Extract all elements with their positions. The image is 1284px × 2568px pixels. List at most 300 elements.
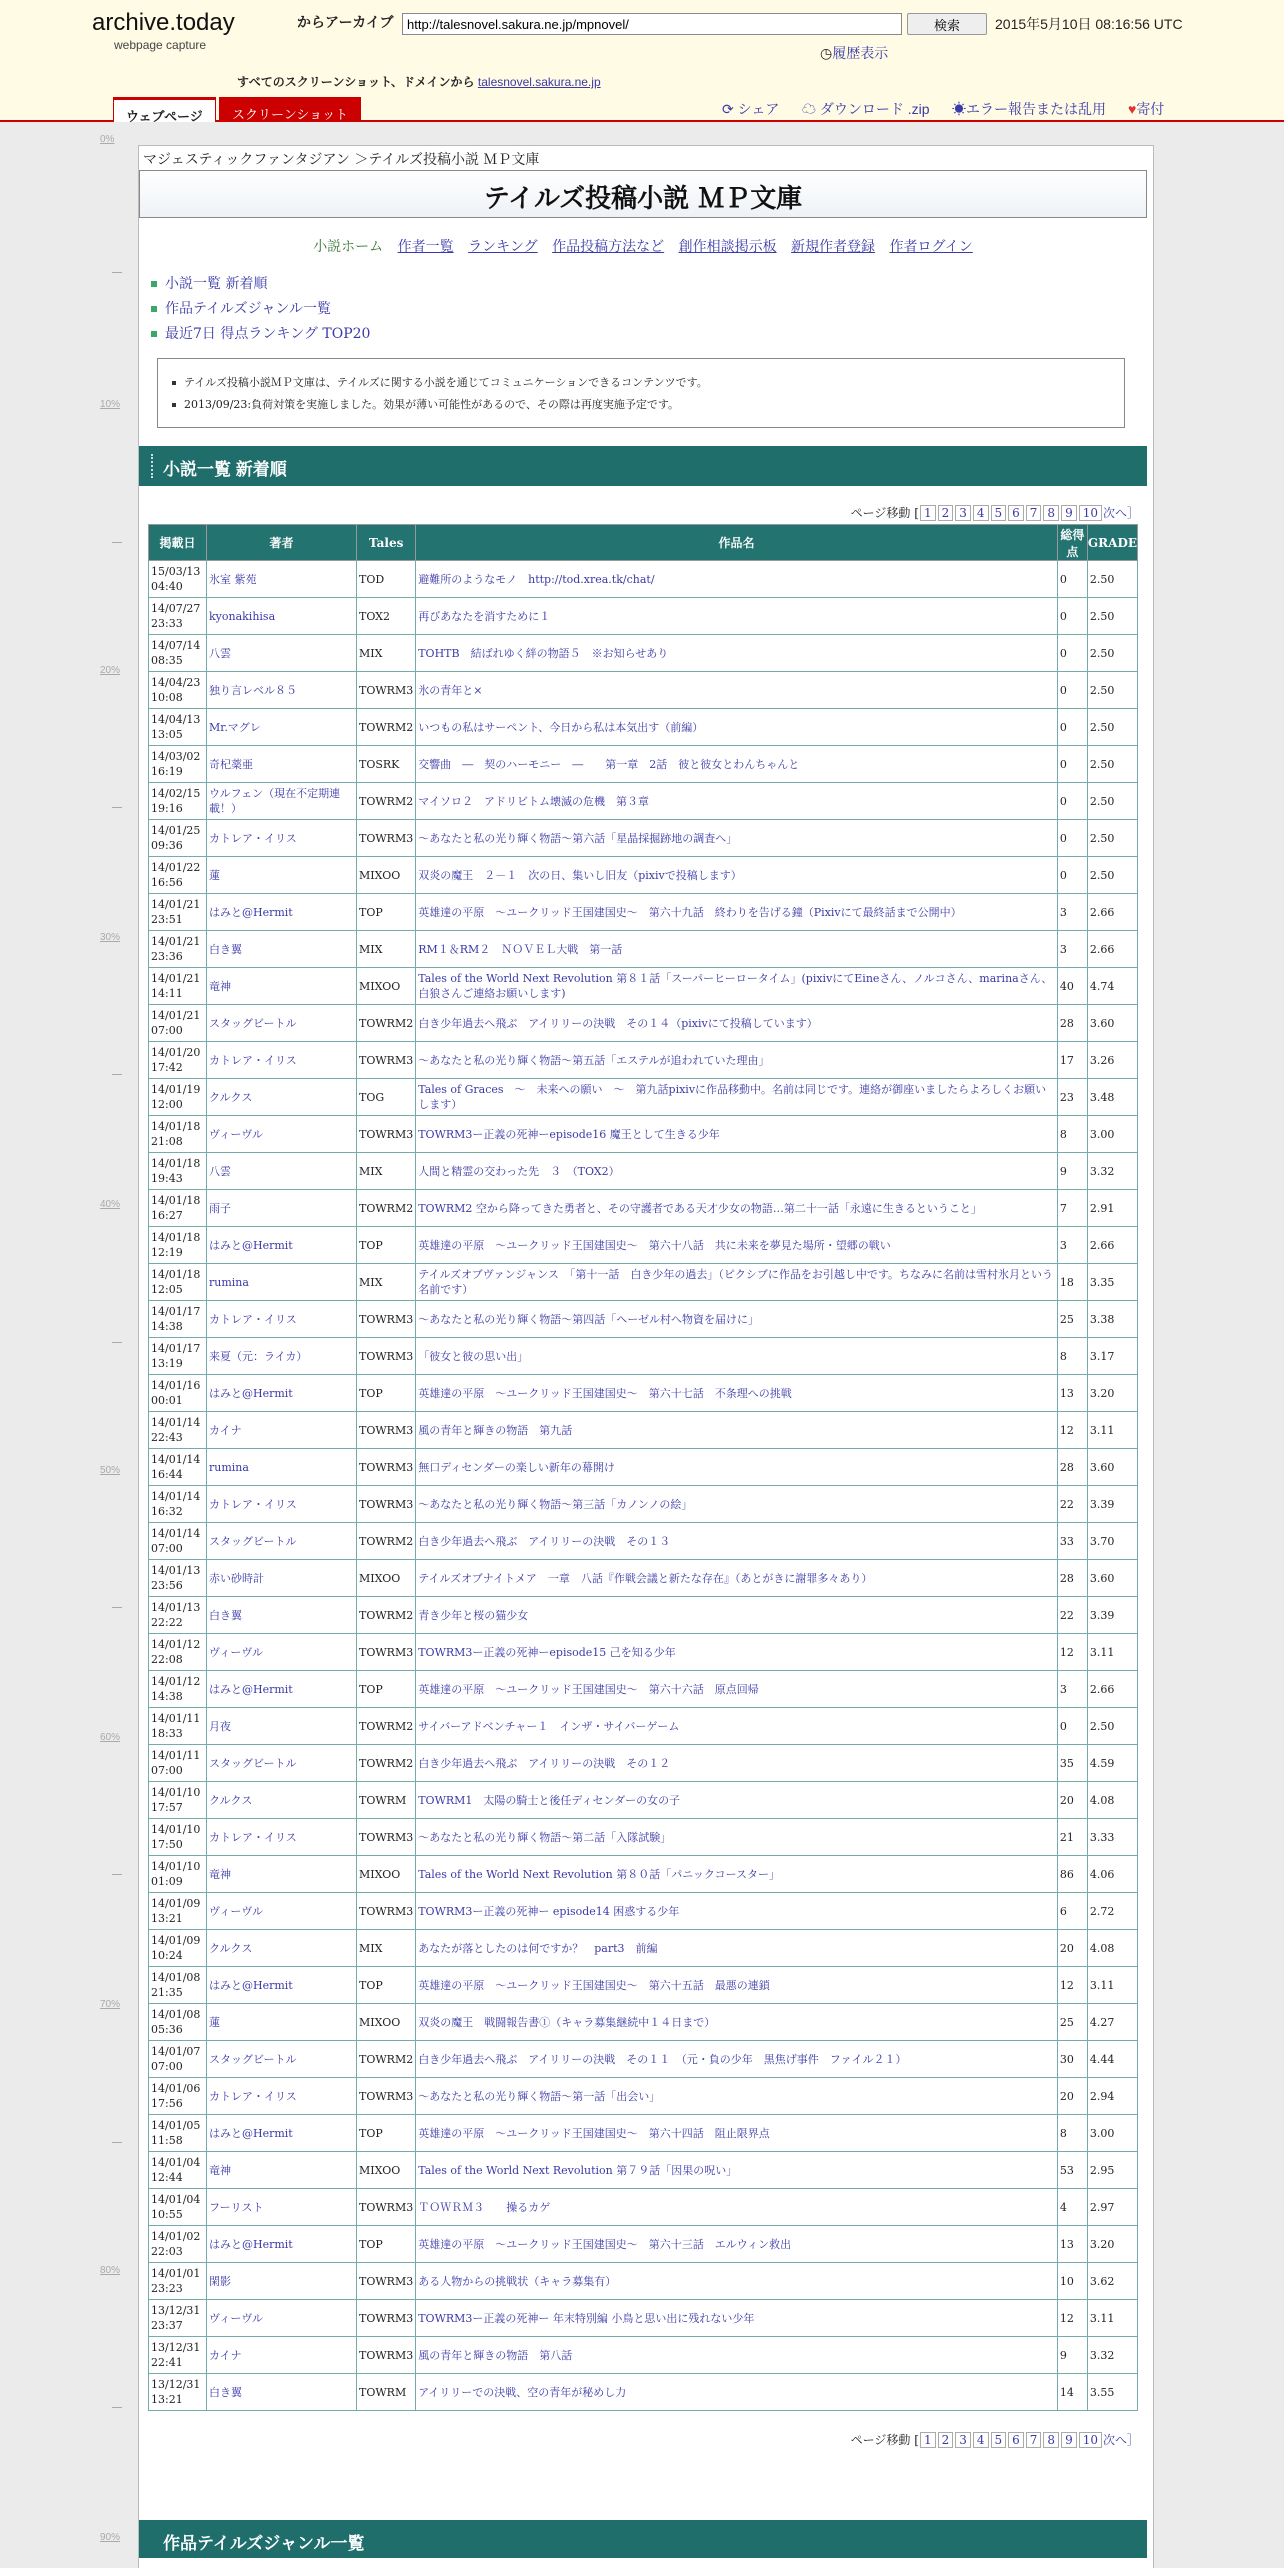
cell-date: 14/01/10 01:09: [149, 1856, 207, 1893]
cell-date: 13/12/31 22:41: [149, 2337, 207, 2374]
author-link[interactable]: rumina: [209, 1275, 249, 1289]
cell-date: 14/02/15 19:16: [149, 783, 207, 820]
table-row: [149, 968, 1138, 1005]
url-input[interactable]: [402, 13, 902, 35]
cell-date: 14/01/21 23:51: [149, 894, 207, 931]
cell-grade: 3.39: [1087, 1486, 1137, 1523]
cell-score: 8: [1057, 1116, 1087, 1153]
ruler-mark[interactable]: 50%: [100, 1465, 121, 1476]
cell-title: [416, 1634, 1058, 1671]
cell-score: 3: [1057, 894, 1087, 931]
cell-date: 14/01/05 11:58: [149, 2115, 207, 2152]
cell-tales: TOWRM3: [357, 1116, 416, 1153]
table-row: [149, 1819, 1138, 1856]
table-row: [149, 561, 1138, 598]
novel-link[interactable]: 風の青年と輝きの物語 第八話: [418, 2348, 573, 2362]
novel-link[interactable]: ～あなたと私の光り輝く物語～第五話「エステルが追われていた理由」: [418, 1053, 770, 1067]
novel-link[interactable]: 白き少年過去へ飛ぶ アイリリーの決戦 その１１ （元・負の少年 黒焦げ事件 ファイル２１）: [418, 2052, 907, 2066]
ruler-mark[interactable]: 40%: [100, 1199, 121, 1210]
cell-title: [416, 746, 1058, 783]
cell-date: 14/01/25 09:36: [149, 820, 207, 857]
page-link[interactable]: 3: [955, 505, 971, 521]
ruler-mark[interactable]: 90%: [100, 2532, 121, 2543]
cell-grade: 2.50: [1087, 561, 1137, 598]
breadcrumb[interactable]: マジェスティックファンタジアン ＞テイルズ投稿小説 ＭＰ文庫: [143, 152, 540, 168]
tab-screenshot[interactable]: スクリーンショット: [219, 97, 361, 122]
cell-author: [207, 1560, 357, 1597]
author-link[interactable]: 蓮: [209, 2015, 220, 2029]
page-link[interactable]: 9: [1061, 505, 1077, 521]
table-row: [149, 1153, 1138, 1190]
capture-timestamp: 2015年5月10日 08:16:56 UTC: [995, 16, 1183, 32]
cell-grade: 4.44: [1087, 2041, 1137, 2078]
novel-link[interactable]: 英雄達の平原 ～ユークリッド王国建国史～ 第六十六話 原点回帰: [418, 1682, 759, 1696]
cell-title: [416, 709, 1058, 746]
cell-grade: 3.00: [1087, 1116, 1137, 1153]
cell-tales: TOWRM3: [357, 1893, 416, 1930]
cell-author: [207, 1819, 357, 1856]
author-link[interactable]: 奇杞薬亜: [209, 757, 253, 771]
ruler-mark[interactable]: 20%: [100, 665, 121, 676]
page-link[interactable]: 1: [920, 2432, 936, 2448]
nav-login[interactable]: 作者ログイン: [889, 239, 973, 255]
novel-link[interactable]: 白き少年過去へ飛ぶ アイリリーの決戦 その１４（pixivにて投稿しています）: [418, 1016, 818, 1030]
author-link[interactable]: カトレア・イリス: [209, 1497, 297, 1511]
cell-grade: 3.60: [1087, 1560, 1137, 1597]
novel-link[interactable]: 双炎の魔王 戦闘報告書①（キャラ募集継続中１４日まで）: [418, 2015, 716, 2029]
cell-date: 14/01/14 16:44: [149, 1449, 207, 1486]
ruler-tick: [112, 542, 122, 543]
table-row: [149, 2189, 1138, 2226]
cell-grade: 2.91: [1087, 1190, 1137, 1227]
cell-score: 21: [1057, 1819, 1087, 1856]
cell-grade: 3.48: [1087, 1079, 1137, 1116]
cell-score: 8: [1057, 2115, 1087, 2152]
cell-grade: 3.20: [1087, 2226, 1137, 2263]
author-link[interactable]: 雨子: [209, 1201, 231, 1215]
cell-author: [207, 1782, 357, 1819]
novel-link[interactable]: マイソロ２ アドリビトム壊滅の危機 第３章: [418, 794, 649, 808]
cell-author: [207, 1597, 357, 1634]
novel-link[interactable]: 英雄達の平原 ～ユークリッド王国建国史～ 第六十八話 共に未来を夢見た場所・望郷の戦い: [418, 1238, 891, 1252]
novel-link[interactable]: ～あなたと私の光り輝く物語～第四話「ヘーゼル村へ物資を届けに」: [418, 1312, 759, 1326]
novel-link[interactable]: 双炎の魔王 ２－１ 次の日、集いし旧友（pixivで投稿します）: [418, 868, 742, 882]
author-link[interactable]: はみと@Hermit: [209, 905, 293, 919]
logo-subtitle: webpage capture: [114, 38, 207, 52]
table-row: [149, 2300, 1138, 2337]
cell-author: [207, 1930, 357, 1967]
author-link[interactable]: ウルフェン（現在不定期連載！）: [209, 787, 341, 815]
author-link[interactable]: カトレア・イリス: [209, 1830, 297, 1844]
link-ranking-top20[interactable]: 最近7日 得点ランキング TOP20: [165, 326, 371, 342]
donate-link[interactable]: [1128, 99, 1164, 119]
novel-link[interactable]: 無口ディセンダーの楽しい新年の幕開け: [418, 1460, 615, 1474]
search-button[interactable]: 検索: [907, 13, 987, 35]
author-link[interactable]: ヴィーヴル: [209, 2311, 264, 2325]
cell-score: 22: [1057, 1486, 1087, 1523]
table-row: [149, 894, 1138, 931]
cell-author: [207, 2337, 357, 2374]
cell-tales: TOWRM2: [357, 783, 416, 820]
cell-title: [416, 1005, 1058, 1042]
cell-title: [416, 1190, 1058, 1227]
cell-tales: TOWRM3: [357, 2078, 416, 2115]
cell-date: 14/01/04 12:44: [149, 2152, 207, 2189]
cell-author: [207, 1079, 357, 1116]
table-row: [149, 1301, 1138, 1338]
page-link[interactable]: 6: [1008, 505, 1024, 521]
cell-date: 14/01/18 19:43: [149, 1153, 207, 1190]
page-link[interactable]: 1: [920, 505, 936, 521]
cell-author: [207, 1301, 357, 1338]
history-link[interactable]: [820, 43, 888, 63]
cell-grade: 4.08: [1087, 1930, 1137, 1967]
novel-link[interactable]: テイルズオブナイトメア 一章 八話『作戦会議と新たな存在』（あとがきに謝罪多々あり）: [418, 1571, 873, 1585]
novel-link[interactable]: Tales of Graces ～ 未来への願い ～ 第九話pixivに作品移動中。名前は同じです。連絡が御座いましたらよろしくお願いします）: [418, 1083, 1047, 1111]
cell-author: [207, 931, 357, 968]
cell-grade: 2.50: [1087, 783, 1137, 820]
page-link[interactable]: 10: [1079, 505, 1102, 521]
archive-header: [0, 0, 1284, 122]
author-link[interactable]: 八雲: [209, 646, 231, 660]
novel-link[interactable]: ～あなたと私の光り輝く物語～第三話「カノンノの絵」: [418, 1497, 693, 1511]
author-link[interactable]: 白き翼: [209, 2385, 242, 2399]
novel-link[interactable]: ～あなたと私の光り輝く物語～第一話「出会い」: [418, 2089, 661, 2103]
author-link[interactable]: クルクス: [209, 1090, 253, 1104]
novel-link[interactable]: 避難所のようなモノ http://tod.xrea.tk/chat/: [418, 572, 655, 586]
novel-link[interactable]: 英雄達の平原 ～ユークリッド王国建国史～ 第六十三話 エルウィン救出: [418, 2237, 792, 2251]
cell-grade: 2.72: [1087, 1893, 1137, 1930]
novel-link[interactable]: 再びあなたを消すために１: [418, 609, 551, 623]
page-link[interactable]: 4: [973, 505, 989, 521]
novel-link[interactable]: TOWRM2 空から降ってきた勇者と、その守護者である天才少女の物語…第二十一話「永遠に生きるということ」: [418, 1201, 982, 1215]
cell-author: [207, 820, 357, 857]
info-text: テイルズ投稿小説ＭＰ文庫は、テイルズに関する小説を通じてコミュニケーションできるコンテンツです。: [184, 376, 708, 389]
all-screenshots-line: [237, 73, 601, 90]
author-link[interactable]: カトレア・イリス: [209, 1312, 297, 1326]
novel-link[interactable]: 人間と精霊の交わった先 ３ （TOX2）: [418, 1164, 620, 1178]
novel-link[interactable]: ＴＯＷＲＭ３ 操るカゲ: [418, 2200, 551, 2214]
cell-title: [416, 2374, 1058, 2411]
cell-score: 14: [1057, 2374, 1087, 2411]
page-link[interactable]: 3: [955, 2432, 971, 2448]
cell-author: [207, 2374, 357, 2411]
nav-ranking[interactable]: ランキング: [468, 239, 538, 255]
novel-link[interactable]: 白き少年過去へ飛ぶ アイリリーの決戦 その１３: [418, 1534, 671, 1548]
ruler-mark[interactable]: 80%: [100, 2265, 121, 2276]
pager-next[interactable]: 次へ］: [1102, 506, 1139, 520]
page-link[interactable]: 5: [991, 2432, 1007, 2448]
cell-score: 22: [1057, 1597, 1087, 1634]
cell-author: [207, 894, 357, 931]
novel-link[interactable]: 英雄達の平原 ～ユークリッド王国建国史～ 第六十五話 最悪の連鎖: [418, 1978, 770, 1992]
novel-link[interactable]: TOWRM3ー正義の死神ー episode14 困惑する少年: [418, 1904, 680, 1918]
novel-link[interactable]: Tales of the World Next Revolution 第８１話「スーパーヒーロータイム」(pixivにてEineさん、ノルコさん、marinaさん、白狼さんご連絡お願いします): [418, 972, 1053, 1000]
page-link[interactable]: 7: [1026, 505, 1042, 521]
page-link[interactable]: 5: [991, 505, 1007, 521]
share-link[interactable]: [722, 99, 779, 119]
novel-link[interactable]: Tales of the World Next Revolution 第８０話「パニックコースター」: [418, 1867, 781, 1881]
author-link[interactable]: ヴィーヴル: [209, 1904, 264, 1918]
author-link[interactable]: 赤い砂時計: [209, 1571, 264, 1585]
author-link[interactable]: 八雲: [209, 1164, 231, 1178]
ruler-mark[interactable]: 0%: [100, 134, 115, 145]
page-link[interactable]: 2: [938, 2432, 954, 2448]
tab-webpage[interactable]: ウェブページ: [113, 97, 216, 122]
author-link[interactable]: クルクス: [209, 1941, 253, 1955]
cell-date: 14/01/18 12:05: [149, 1264, 207, 1301]
cell-tales: MIXOO: [357, 968, 416, 1005]
table-row: [149, 2004, 1138, 2041]
author-link[interactable]: 白き翼: [209, 1608, 242, 1622]
author-link[interactable]: はみと@Hermit: [209, 1978, 293, 1992]
ruler-tick: [112, 1874, 122, 1875]
cell-title: [416, 2226, 1058, 2263]
ruler-mark[interactable]: 60%: [100, 1732, 121, 1743]
novel-link[interactable]: 英雄達の平原 ～ユークリッド王国建国史～ 第六十九話 終わりを告げる鐘（Pixivにて最終話まで公開中）: [418, 905, 962, 919]
cell-author: [207, 746, 357, 783]
ruler-mark[interactable]: 10%: [100, 399, 121, 410]
col-date: 掲載日: [149, 525, 207, 561]
link-genre-list[interactable]: 作品テイルズジャンル一覧: [165, 301, 331, 317]
novel-link[interactable]: 英雄達の平原 ～ユークリッド王国建国史～ 第六十四話 阻止限界点: [418, 2126, 770, 2140]
author-link[interactable]: クルクス: [209, 1793, 253, 1807]
author-link[interactable]: 蓮: [209, 868, 220, 882]
novel-link[interactable]: テイルズオブヴァンジャンス 「第十一話 白き少年の過去」（ピクシブに作品をお引越し中です。ちなみに名前は雪村氷月という名前です）: [418, 1268, 1053, 1296]
cell-title: [416, 1042, 1058, 1079]
info-box: [157, 358, 1125, 428]
cell-score: 0: [1057, 746, 1087, 783]
cell-grade: 2.50: [1087, 1708, 1137, 1745]
novel-link[interactable]: いつもの私はサーペント、今日から私は本気出す（前編）: [418, 720, 704, 734]
link-new-novels[interactable]: 小説一覧 新着順: [165, 276, 268, 292]
novel-link[interactable]: TOWRM3ー正義の死神ーepisode16 魔王として生きる少年: [418, 1127, 720, 1141]
table-row: [149, 1116, 1138, 1153]
sun-icon: ☀: [952, 101, 966, 117]
novel-link[interactable]: TOHTB 結ばれゆく絆の物語５ ※お知らせあり: [418, 646, 669, 660]
cell-title: [416, 2337, 1058, 2374]
novel-link[interactable]: 氷の青年と×: [418, 683, 483, 697]
author-link[interactable]: フーリスト: [209, 2200, 264, 2214]
cell-grade: 3.20: [1087, 1375, 1137, 1412]
cell-title: [416, 1412, 1058, 1449]
author-link[interactable]: カイナ: [209, 2348, 242, 2362]
novel-link[interactable]: あなたが落としたのは何ですか？ part3 前編: [418, 1941, 658, 1955]
cell-score: 18: [1057, 1264, 1087, 1301]
table-header-row: [149, 525, 1138, 561]
table-row: [149, 1782, 1138, 1819]
cell-date: 14/01/11 07:00: [149, 1745, 207, 1782]
info-line: [172, 372, 1110, 394]
cell-author: [207, 1412, 357, 1449]
cell-tales: TOWRM: [357, 1782, 416, 1819]
section-header-new: [139, 446, 1147, 486]
table-row: [149, 2115, 1138, 2152]
author-link[interactable]: はみと@Hermit: [209, 1682, 293, 1696]
bullet-icon: [151, 331, 157, 337]
author-link[interactable]: カイナ: [209, 1423, 242, 1437]
cell-score: 9: [1057, 1153, 1087, 1190]
author-link[interactable]: kyonakihisa: [209, 609, 276, 623]
novel-link[interactable]: ある人物からの挑戦状（キャラ募集有）: [418, 2274, 617, 2288]
author-link[interactable]: はみと@Hermit: [209, 1238, 293, 1252]
cell-grade: 2.50: [1087, 709, 1137, 746]
ruler-mark[interactable]: 70%: [100, 1999, 121, 2010]
novel-link[interactable]: ～あなたと私の光り輝く物語～第二話「入隊試験」: [418, 1830, 672, 1844]
cell-score: 17: [1057, 1042, 1087, 1079]
author-link[interactable]: スタッグビートル: [209, 1016, 297, 1030]
table-row: [149, 709, 1138, 746]
novel-link[interactable]: Tales of the World Next Revolution 第７９話「因果の呪い」: [418, 2163, 738, 2177]
archive-from-label: からアーカイブ: [297, 14, 394, 30]
nav-authors[interactable]: 作者一覧: [397, 239, 454, 255]
author-link[interactable]: Mr.マグレ: [209, 720, 261, 734]
author-link[interactable]: 閑影: [209, 2274, 231, 2288]
cell-title: [416, 1893, 1058, 1930]
cell-tales: TOWRM3: [357, 2263, 416, 2300]
nav-howto[interactable]: 作品投稿方法など: [552, 239, 665, 255]
cell-author: [207, 635, 357, 672]
novel-link[interactable]: TOWRM3ー正義の死神ーepisode15 己を知る少年: [418, 1645, 676, 1659]
page-link[interactable]: 4: [973, 2432, 989, 2448]
cell-title: [416, 1079, 1058, 1116]
page-link[interactable]: 8: [1043, 2432, 1059, 2448]
novel-link[interactable]: 白き少年過去へ飛ぶ アイリリーの決戦 その１２: [418, 1756, 671, 1770]
cell-score: 13: [1057, 1375, 1087, 1412]
cell-date: 14/01/13 23:56: [149, 1560, 207, 1597]
novel-link[interactable]: 英雄達の平原 ～ユークリッド王国建国史～ 第六十七話 不条理への挑戦: [418, 1386, 792, 1400]
author-link[interactable]: 月夜: [209, 1719, 231, 1733]
cell-title: [416, 1338, 1058, 1375]
author-link[interactable]: スタッグビートル: [209, 1534, 297, 1548]
table-row: [149, 1412, 1138, 1449]
author-link[interactable]: カトレア・イリス: [209, 831, 297, 845]
novel-link[interactable]: 交響曲 ― 契のハーモニー ― 第一章 2話 彼と彼女とわんちゃんと: [418, 757, 800, 771]
author-link[interactable]: 竜神: [209, 2163, 231, 2177]
cell-score: 40: [1057, 968, 1087, 1005]
novel-link[interactable]: TOWRM3ー正義の死神ー 年末特別編 小鳥と思い出に残れない少年: [418, 2311, 755, 2325]
cell-grade: 3.32: [1087, 2337, 1137, 2374]
domain-link[interactable]: talesnovel.sakura.ne.jp: [477, 75, 601, 89]
novel-link[interactable]: 風の青年と輝きの物語 第九話: [418, 1423, 573, 1437]
cell-tales: TOP: [357, 1375, 416, 1412]
report-link[interactable]: [952, 99, 1106, 119]
cell-grade: 3.11: [1087, 1967, 1137, 2004]
cell-score: 13: [1057, 2226, 1087, 2263]
novel-link[interactable]: アイリリーでの決戦、空の青年が秘めし力: [418, 2385, 627, 2399]
author-link[interactable]: 氷室 紫苑: [209, 572, 257, 586]
archive-logo[interactable]: archive.today: [92, 9, 235, 36]
cell-title: [416, 1856, 1058, 1893]
cell-score: 35: [1057, 1745, 1087, 1782]
author-link[interactable]: カトレア・イリス: [209, 2089, 297, 2103]
pager-next[interactable]: 次へ］: [1102, 2433, 1139, 2447]
author-link[interactable]: 竜神: [209, 979, 231, 993]
novel-link[interactable]: 青き少年と桜の猫少女: [418, 1608, 529, 1622]
cell-tales: TOWRM3: [357, 820, 416, 857]
page-link[interactable]: 6: [1008, 2432, 1024, 2448]
cell-date: 14/01/04 10:55: [149, 2189, 207, 2226]
cell-author: [207, 1486, 357, 1523]
cell-date: 14/01/18 16:27: [149, 1190, 207, 1227]
cell-date: 14/04/13 13:05: [149, 709, 207, 746]
cell-tales: TOWRM3: [357, 1486, 416, 1523]
page-link[interactable]: 8: [1043, 505, 1059, 521]
author-link[interactable]: スタッグビートル: [209, 1756, 297, 1770]
cell-grade: 4.27: [1087, 2004, 1137, 2041]
cell-date: 14/01/21 23:36: [149, 931, 207, 968]
cell-author: [207, 857, 357, 894]
cell-score: 53: [1057, 2152, 1087, 2189]
page-link[interactable]: 2: [938, 505, 954, 521]
novel-link[interactable]: サイバーアドベンチャー１ インザ・サイバーゲーム: [418, 1719, 680, 1733]
cell-score: 6: [1057, 1893, 1087, 1930]
cell-tales: MIXOO: [357, 857, 416, 894]
page-link[interactable]: 9: [1061, 2432, 1077, 2448]
table-row: [149, 1486, 1138, 1523]
novel-link[interactable]: ～あなたと私の光り輝く物語～第六話「星晶採掘跡地の調査へ」: [418, 831, 738, 845]
author-link[interactable]: 来夏（元：ライカ）: [209, 1349, 308, 1363]
history-label[interactable]: 履歴表示: [832, 45, 889, 61]
page-link[interactable]: 7: [1026, 2432, 1042, 2448]
table-row: [149, 1967, 1138, 2004]
cell-author: [207, 1708, 357, 1745]
cell-author: [207, 1153, 357, 1190]
author-link[interactable]: はみと@Hermit: [209, 2237, 293, 2251]
cell-date: 14/01/18 21:08: [149, 1116, 207, 1153]
info-line: [172, 394, 1110, 416]
novel-link[interactable]: RM１＆RM２ ＮＯＶＥＬ大戦 第一話: [418, 942, 623, 956]
author-link[interactable]: ヴィーヴル: [209, 1645, 264, 1659]
table-row: [149, 2337, 1138, 2374]
cell-tales: MIX: [357, 1930, 416, 1967]
author-link[interactable]: はみと@Hermit: [209, 1386, 293, 1400]
table-row: [149, 1375, 1138, 1412]
table-row: [149, 1264, 1138, 1301]
pager-top: [851, 504, 1139, 521]
nav-home[interactable]: 小説ホーム: [313, 239, 384, 255]
author-link[interactable]: はみと@Hermit: [209, 2126, 293, 2140]
table-row: [149, 1338, 1138, 1375]
author-link[interactable]: rumina: [209, 1460, 249, 1474]
page-link[interactable]: 10: [1079, 2432, 1102, 2448]
cell-title: [416, 894, 1058, 931]
cell-tales: TOWRM3: [357, 1412, 416, 1449]
novel-link[interactable]: 「彼女と彼の思い出」: [418, 1349, 529, 1363]
author-link[interactable]: ヴィーヴル: [209, 1127, 264, 1141]
author-link[interactable]: カトレア・イリス: [209, 1053, 297, 1067]
cell-grade: 2.66: [1087, 1671, 1137, 1708]
col-grade: GRADE: [1087, 525, 1137, 561]
download-link[interactable]: [802, 99, 930, 119]
author-link[interactable]: 独り言レベル８５: [209, 683, 297, 697]
author-link[interactable]: スタッグビートル: [209, 2052, 297, 2066]
novel-link[interactable]: TOWRM1 太陽の騎士と後任ディセンダーの女の子: [418, 1793, 681, 1807]
author-link[interactable]: 竜神: [209, 1867, 231, 1881]
table-row: [149, 2226, 1138, 2263]
cell-score: 28: [1057, 1449, 1087, 1486]
cell-score: 86: [1057, 1856, 1087, 1893]
bullet-icon: [172, 381, 176, 385]
ruler-mark[interactable]: 30%: [100, 932, 121, 943]
nav-register[interactable]: 新規作者登録: [791, 239, 876, 255]
table-row: [149, 1042, 1138, 1079]
author-link[interactable]: 白き翼: [209, 942, 242, 956]
cell-author: [207, 2078, 357, 2115]
cell-date: 14/01/19 12:00: [149, 1079, 207, 1116]
table-row: [149, 857, 1138, 894]
nav-forum[interactable]: 創作相談掲示板: [678, 239, 777, 255]
